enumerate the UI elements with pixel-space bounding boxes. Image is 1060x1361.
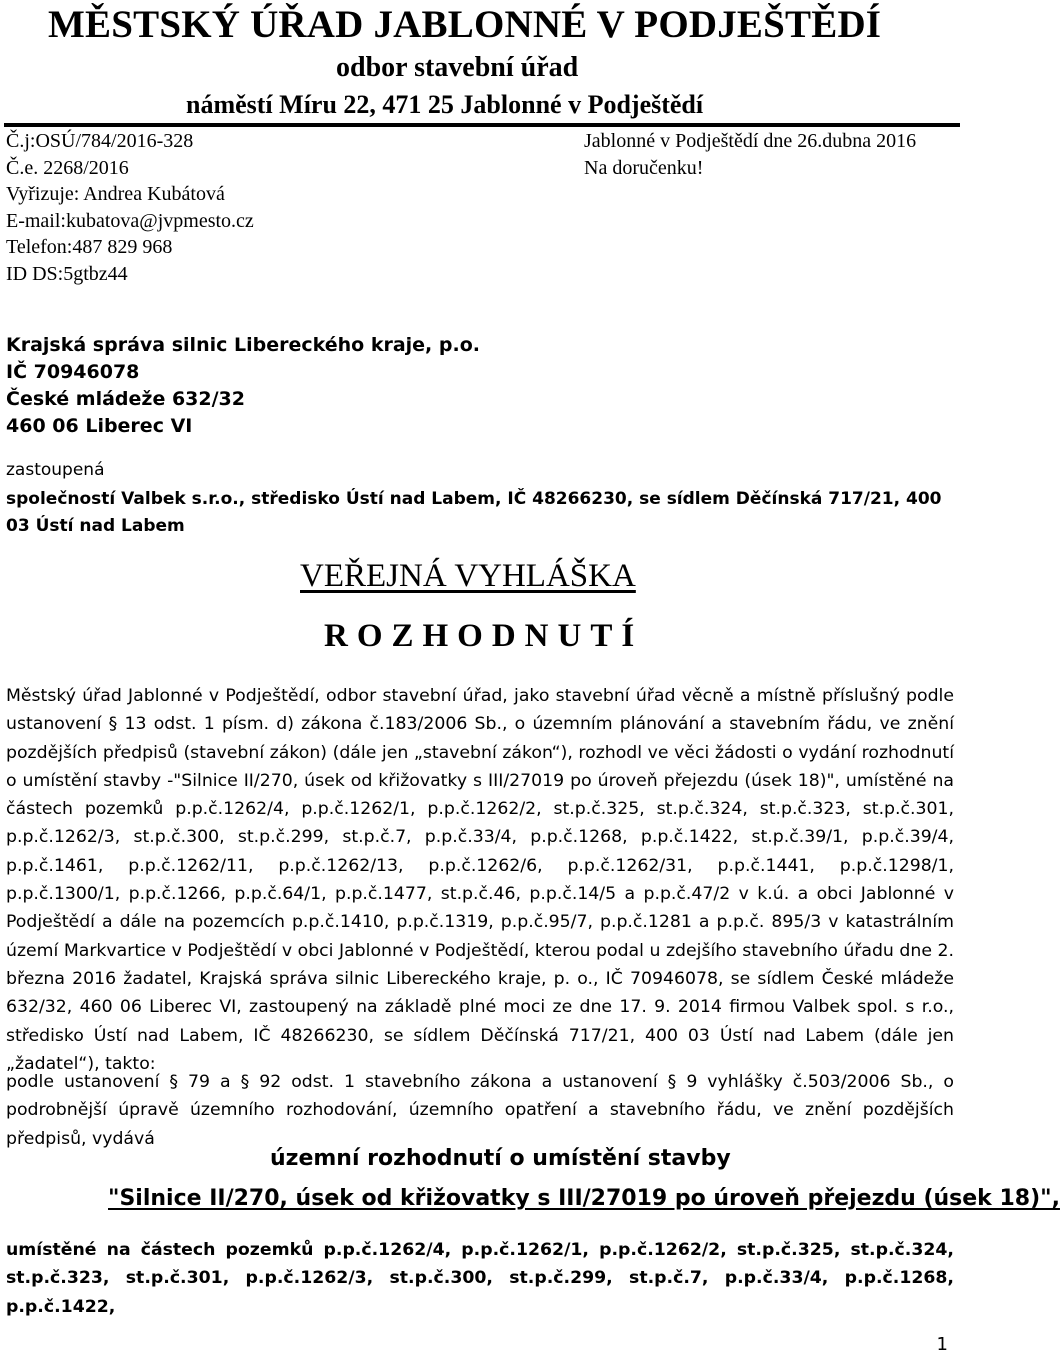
reference-block: [6, 128, 426, 287]
office-address: náměstí Míru 22, 471 25 Jablonné v Podještědí: [186, 90, 704, 119]
recipient-ico: IČ 70946078: [6, 361, 140, 383]
data-box-id: ID DS:5gtbz44: [6, 262, 128, 285]
place-date: Jablonné v Podještědí dne 26.dubna 2016: [584, 130, 917, 152]
decision-paragraph-2: podle ustanovení § 79 a § 92 odst. 1 stavebního zákona a ustanovení § 9 vyhlášky č.503/2006 Sb., o podrobnější úpravě územního rozhodování, územního opatření a stavebního řádu, ve znění pozdějších předpisů, vydává: [6, 1072, 954, 1149]
office-title: MĚSTSKÝ ÚŘAD JABLONNÉ V PODJEŠTĚDÍ: [48, 3, 882, 46]
public-notice-heading: VEŘEJNÁ VYHLÁŠKA: [300, 558, 636, 594]
delivery-note: Na doručenku!: [584, 156, 704, 179]
decision-paragraph-3: umístěné na částech pozemků p.p.č.1262/4, p.p.č.1262/1, p.p.č.1262/2, st.p.č.325, st.p.č.324, st.p.č.323, st.p.č.301, p.p.č.1262/3, st.p.č.300, st.p.č.299, st.p.č.7, p.p.č.33/4, p.p.č.1268, p.p.č.1422,: [6, 1240, 954, 1317]
recipient-street: České mládeže 632/32: [6, 388, 245, 410]
handled-by: Vyřizuje: Andrea Kubátová: [6, 183, 225, 205]
header-divider: [4, 123, 960, 127]
record-number: Č.e. 2268/2016: [6, 156, 129, 179]
represented-label: zastoupená: [6, 460, 105, 480]
recipient-address: [6, 332, 480, 440]
recipient-name: Krajská správa silnic Libereckého kraje, p.o.: [6, 334, 480, 356]
decision-type: územní rozhodnutí o umístění stavby: [270, 1146, 731, 1171]
phone: Telefon:487 829 968: [6, 236, 173, 258]
decision-paragraph-1: Městský úřad Jablonné v Podještědí, odbor stavební úřad, jako stavební úřad věcně a místně příslušný podle ustanovení § 13 odst. 1 písm. d) zákona č.183/2006 Sb., o územním plánování a stavebním řádu, ve znění pozdějších předpisů (stavební zákon) (dále jen „stavební zákon“), rozhodl ve věci žádosti o vydání rozhodnutí o umístění stavby -"Silnice II/270, úsek od křižovatky s III/27019 po úroveň přejezdu (úsek 18)", umístěné na částech pozemků p.p.č.1262/4, p.p.č.1262/1, p.p.č.1262/2, st.p.č.325, st.p.č.324, st.p.č.323, st.p.č.301, p.p.č.1262/3, st.p.č.300, st.p.č.299, st.p.č.7, p.p.č.33/4, p.p.č.1268, p.p.č.1422, st.p.č.39/1, p.p.č.39/4, p.p.č.1461, p.p.č.1262/11, p.p.č.1262/13, p.p.č.1262/6, p.p.č.1262/31, p.p.č.1441, p.p.č.1298/1, p.p.č.1300/1, p.p.č.1266, p.p.č.64/1, p.p.č.1477, st.p.č.46, p.p.č.14/5 a p.p.č.47/2 v k.ú. a obci Jablonné v Podještědí a dále na pozemcích p.p.č.1410, p.p.č.1319, p.p.č.95/7, p.p.č.1281 a p.p.č. 895/3 v katastrálním území Markvartice v Podještědí v obci Jablonné v Podještědí, kterou podal u zdejšího stavebního úřadu dne 2. března 2016 žadatel, Krajská správa silnic Libereckého kraje, p. o., IČ 70946078, se sídlem České mládeže 632/32, 460 06 Liberec VI, zastoupený na základě plné moci ze dne 17. 9. 2014 firmou Valbek spol. s r.o., středisko Ústí nad Labem, IČ 48266230, se sídlem Děčínská 717/21, 400 03 Ústí nad Labem (dále jen „žadatel“), takto:: [6, 686, 954, 1074]
date-block: [584, 128, 916, 181]
page-number: 1: [936, 1334, 948, 1355]
file-number: Č.j:OSÚ/784/2016-328: [6, 130, 194, 152]
decision-heading: ROZHODNUTÍ: [324, 618, 644, 654]
department-subtitle: odbor stavební úřad: [336, 52, 579, 83]
represented-by: společností Valbek s.r.o., středisko Ústí nad Labem, IČ 48266230, se sídlem Děčínská 717/21, 400 03 Ústí nad Labem: [6, 489, 942, 536]
project-name: "Silnice II/270, úsek od křižovatky s III/27019 po úroveň přejezdu (úsek 18)",: [108, 1186, 1060, 1211]
email: E-mail:kubatova@jvpmesto.cz: [6, 209, 254, 232]
recipient-city: 460 06 Liberec VI: [6, 415, 193, 437]
